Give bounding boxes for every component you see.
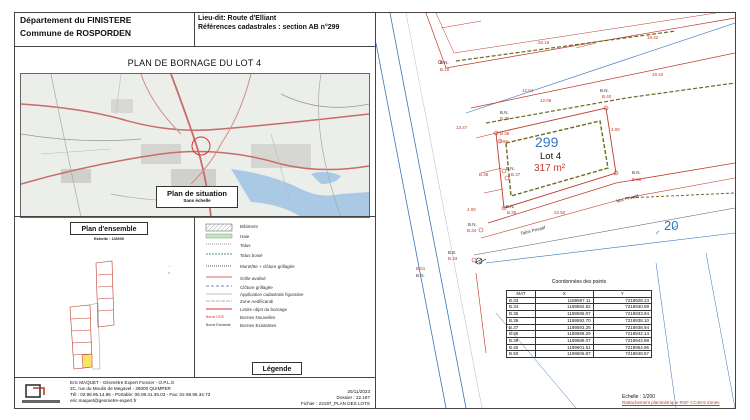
header-bottom-line [14,46,375,47]
plan-label: B.N. [440,60,449,65]
parcel-number: 299 [535,134,559,150]
rattachement-note: Rattachement planimétrique RGF CC48-9 Zones [622,400,720,405]
legend-symbols [204,222,238,346]
legend-item: Bornes Existantes [240,323,277,328]
header-divider [194,12,195,46]
plan-label: 19.42 [652,72,664,77]
plan-label: B.34 [467,228,477,233]
plan-label: B.50 [632,177,642,182]
plan-label: 4.00 [467,207,476,212]
legend-item: Bornes Nouvelles [240,315,276,320]
cell-mat: B.50 [507,351,536,358]
company-address: 2C, rue du Moulin de Megavel - 29000 QUIMPER [70,385,171,391]
plan-label: 20.16 [538,40,550,45]
plan-label: B.N. [632,170,641,175]
legend-item: Grille avalisé [240,276,266,281]
table-row [507,351,652,358]
file-name: Fichier : 22197_PLAN DES LOTS [301,400,370,406]
lieu-dit: Lieu-dit: Route d'Elliant [198,15,277,22]
header-left [20,14,131,40]
column-header: Y [593,291,651,298]
plan-label: B.40 [602,94,612,99]
cell-x: 1189606.87 [535,351,593,358]
plan-label: B.N. [468,222,477,227]
legend-item: Talus boisé [240,253,263,258]
plan-label: 12.06 [540,98,552,103]
departement: Département du FINISTERE [20,15,132,25]
lot-label: Lot 4 [540,151,562,162]
legend-symbol-label: Borne Existante [206,323,231,327]
cell-x: 1189588.29 [535,331,593,338]
plan-label: B.37 [511,172,521,177]
plan-label: B.39 [500,116,510,121]
dossier-number: Dossier : 22.197 [336,394,370,400]
column-header: X [535,291,593,298]
cell-y: 7218933.94 [593,311,651,318]
coordinates-caption: Coordonnées des points [551,279,607,285]
table-row [507,311,652,318]
table-row [507,317,652,324]
plan-label: B.38 [479,172,489,177]
cell-y: 7218954.95 [593,344,651,351]
ensemble-title: Plan d'ensemble [70,222,148,235]
cell-mat: B.34 [507,304,536,311]
cell-mat: B.36 [507,317,536,324]
talus-privatif-label: Talus Privatif [519,224,546,237]
plan-label: B.E. [448,250,457,255]
commune: Commune de ROSPORDEN [20,28,131,38]
plan-label: 3.00 [611,127,620,132]
cell-mat: B.40 [507,344,536,351]
plan-label: 3.08 [499,139,508,144]
plan-label: B.N. [500,110,509,115]
cell-y: 7218942.14 [593,331,651,338]
plan-label: B.N. [416,273,425,278]
cell-x: 1189601.51 [535,344,593,351]
cell-x: 1189588.07 [535,337,593,344]
scale-note: Echelle : 1/200 [622,394,656,400]
company-phones: Tél : 02.98.95.14.95 - Portable: 06.08.41.35.03 - Fax: 02.98.95.34.73 [70,391,211,397]
situation-label-box [156,186,238,208]
legend-item: Zone Aedificandi [240,299,274,304]
cell-mat: B.38 [507,331,536,338]
plan-label: B.N. [600,88,609,93]
footer-separator [14,377,375,378]
header-right [198,14,339,32]
plan-label: 12.64 [522,88,534,93]
neighbor-parcel-number: 20 [664,218,679,233]
plan-label: 19.42 [647,35,659,40]
cell-mat: B.33 [507,297,536,304]
legend-item: Bâtiment [240,224,258,229]
table-row [507,337,652,344]
table-header-row [507,291,652,298]
references-cadastrales: Références cadastrales : section AB n°299 [198,24,340,31]
lot-area: 317 m² [534,163,566,174]
plan-label: 22.92 [554,210,566,215]
plan-label: B.35 [507,210,517,215]
plan-title: PLAN DE BORNAGE DU LOT 4 [127,58,262,68]
cell-x: 1189592.70 [535,317,593,324]
plan-label: B.36 [500,131,510,136]
footer-company-block [70,380,210,404]
ensemble-plan-drawing [60,245,170,373]
plan-label: B.51 [416,266,426,271]
legend-item: Talus [240,243,251,248]
cell-mat: B.39 [507,337,536,344]
cell-y: 7218930.89 [593,304,651,311]
cell-y: 7218943.88 [593,337,651,344]
cell-x: 1189596.07 [535,311,593,318]
cell-y: 7218948.87 [593,351,651,358]
plan-label: 13.47 [456,125,468,130]
cell-mat: B.35 [507,311,536,318]
legend-item: Application cadastrale figurative [240,292,304,297]
legend-item: Limite objet du bornage [240,307,288,312]
table-row [507,324,652,331]
plan-label: B.N. [506,204,515,209]
table-row [507,304,652,311]
legend-title: Légende [252,362,302,375]
company-name: Eric MAQUET - Géomètre Expert Foncier - O.P.L.G [70,380,175,385]
situation-label: Plan de situation [166,189,227,198]
cell-x: 1189597.11 [535,297,593,304]
footer-file-block [240,389,370,407]
table-row [507,297,652,304]
legend-item: Clôture grillagée [240,285,273,290]
mur-privatif-label: Mur Privatif [615,193,640,204]
cell-y: 7218938.10 [593,317,651,324]
table-row [507,344,652,351]
cell-mat: B.37 [507,324,536,331]
cell-y: 7218938.94 [593,324,651,331]
cell-y: 7218928.13 [593,297,651,304]
column-header: MAT [507,291,536,298]
table-row [507,331,652,338]
plan-label: B.33 [448,256,458,261]
plan-label: B.N. [506,166,515,171]
cell-x: 1189593.25 [535,324,593,331]
situation-scale: Sans échelle [183,198,211,203]
ensemble-divider [194,216,195,377]
plan-date: 20/11/2023 [347,389,370,394]
plan-label: B.19 [440,67,450,72]
legend-item: Muret/tte + clôture grillagée [240,264,295,269]
geometre-expert-logo [20,383,62,405]
coordinates-table [506,290,652,358]
legend-symbol-label: Borne OGE [206,315,225,319]
legend-item: Haie [240,234,250,239]
cell-x: 1189592.82 [535,304,593,311]
ensemble-scale: Echelle : 1/2000 [94,236,124,241]
company-email: eric.maquet@geometre-expert.fr [70,397,137,403]
